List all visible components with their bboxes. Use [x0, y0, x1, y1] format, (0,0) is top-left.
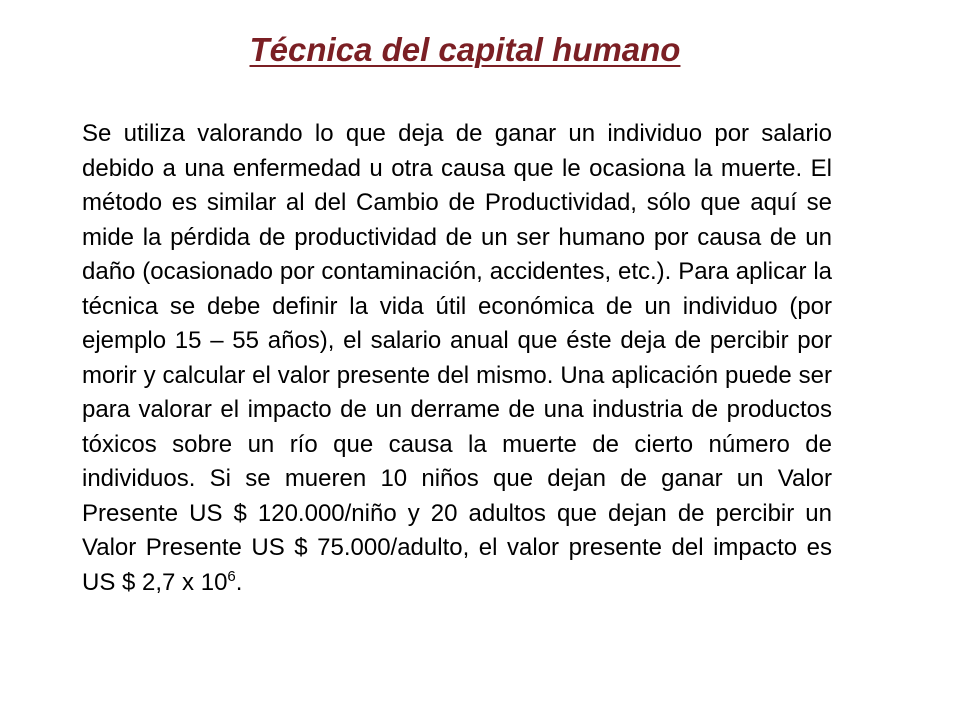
exponent-superscript: 6 [227, 567, 236, 585]
body-paragraph [82, 117, 832, 600]
slide-title-text: Técnica del capital humano [249, 31, 681, 68]
slide-title [0, 26, 930, 74]
body-paragraph-ending: . [235, 568, 243, 596]
body-paragraph-text: Se utiliza valorando lo que deja de ganar un individuo por salario debido a una enfermedad u otra causa que le ocasiona la muerte. El método es similar al del Cambio de Productividad, sólo que aquí se mide la pérdida de productividad de un ser humano por causa de un daño (ocasionado por contaminación, accidentes, etc.). Para aplicar la técnica se debe definir la vida útil económica de un individuo (por ejemplo 15 – 55 años), el salario anual que éste deja de percibir por morir y calcular el valor presente del mismo. Una aplicación puede ser para valorar el impacto de un derrame de una industria de productos tóxicos sobre un río que causa la muerte de cierto número de individuos. Si se mueren 10 niños que dejan de ganar un Valor Presente US $ 120.000/niño y 20 adultos que dejan de percibir un Valor Presente US $ 75.000/adulto, el valor presente del impacto es US $ 2,7 x 10 [82, 120, 832, 596]
